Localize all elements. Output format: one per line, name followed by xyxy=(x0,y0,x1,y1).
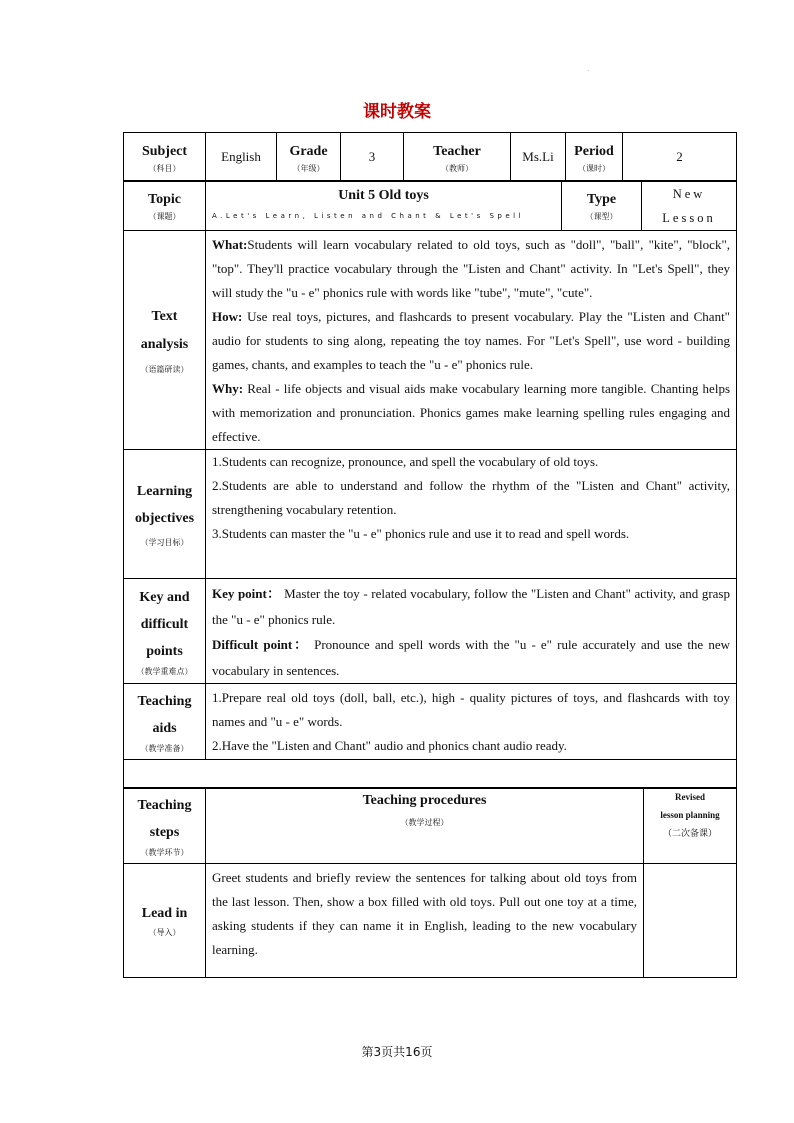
key-point-text: Master the toy - related vocabulary, follow the "Listen and Chant" activity, and grasp the "u - e" phonics rule. xyxy=(212,586,730,627)
text-analysis-label-1: Text xyxy=(151,309,178,324)
what-text: Students will learn vocabulary related to old toys, such as "doll", "ball", "kite", "block", "top". They'll practice vocabulary through the "Listen and Chant" activity. In "Let's Spell", they will study the "u - e" phonics rule with words like "tube", "mute", "cute". xyxy=(212,237,730,300)
key-points-label-3: points xyxy=(146,643,183,659)
why-text: Real - life objects and visual aids make vocabulary learning more tangible. Chanting helps with memorization and pronunciation. Phonics games make learning spelling rules engaging and effective. xyxy=(212,381,730,444)
revised-label-1: Revised xyxy=(675,792,705,802)
procedures-cn: （教学过程） xyxy=(400,818,449,827)
key-points-cn: （教学重难点） xyxy=(136,666,193,676)
objective-item: 1.Students can recognize, pronounce, and spell the vocabulary of old toys. xyxy=(212,454,599,469)
objectives-cn: （学习目标） xyxy=(140,538,189,547)
text-analysis-cn: （语篇研读） xyxy=(140,365,189,374)
topic-title: Unit 5 Old toys xyxy=(338,188,429,203)
text-analysis-label-cell xyxy=(124,231,206,450)
page-dot: . xyxy=(588,67,590,73)
type-label: Type xyxy=(586,192,617,207)
subject-cn-text: （科目） xyxy=(148,163,181,173)
teaching-aids-row xyxy=(124,684,737,760)
page-title: 课时教案 xyxy=(363,102,431,122)
subject-cell xyxy=(124,133,206,182)
difficult-point-label: Difficult point： xyxy=(212,637,309,652)
teaching-aids-content xyxy=(206,684,737,760)
objectives-label-2: objectives xyxy=(134,511,195,526)
lead-in-row xyxy=(124,864,737,978)
teacher-cell xyxy=(404,133,511,182)
header-table xyxy=(123,132,737,182)
spacer-row xyxy=(124,760,737,789)
key-points-row xyxy=(124,579,737,684)
period-value: 2 xyxy=(676,149,683,164)
difficult-point-paragraph xyxy=(212,632,730,683)
subject-value-cell: English xyxy=(206,133,277,182)
main-table xyxy=(123,180,737,789)
topic-label: Topic xyxy=(148,192,181,207)
key-point-paragraph xyxy=(212,581,730,632)
grade-value-cell: 3 xyxy=(341,133,404,182)
revised-label-2: lesson planning xyxy=(660,810,720,820)
lead-in-content: Greet students and briefly review the sentences for talking about old toys from the last lesson. Then, show a box filled with old toys. Pull out one toy at a time, asking students if they can name it in English, leading to the new vocabulary learning. xyxy=(206,864,644,978)
type-value-cell xyxy=(642,181,737,231)
period-label: Period xyxy=(574,143,614,159)
type-cn: （课型） xyxy=(585,212,618,221)
lead-in-revised-cell xyxy=(644,864,737,978)
steps-label-cell xyxy=(124,788,206,864)
text-analysis-label-2: analysis xyxy=(140,337,189,352)
lead-in-cn: （导入） xyxy=(148,928,181,937)
topic-content xyxy=(206,181,562,231)
lead-in-label: Lead in xyxy=(141,906,188,921)
key-points-label-cell xyxy=(124,579,206,684)
objectives-content xyxy=(206,450,737,579)
key-point-label: Key point： xyxy=(212,586,281,601)
key-points-content xyxy=(206,579,737,684)
how-label: How: xyxy=(212,309,243,324)
objectives-row xyxy=(124,450,737,579)
spacer-cell xyxy=(124,760,737,789)
objectives-label-cell xyxy=(124,450,206,579)
aid-item: 1.Prepare real old toys (doll, ball, etc.), high - quality pictures of toys, and flashcards with toy names and "u - e" words. xyxy=(212,690,730,729)
teacher-value-cell: Ms.Li xyxy=(511,133,566,182)
objective-item: 2.Students are able to understand and follow the rhythm of the "Listen and Chant" activity, strengthening vocabulary retention. xyxy=(212,478,730,517)
what-paragraph xyxy=(212,233,730,305)
teacher-label-text: Teacher xyxy=(433,143,481,159)
topic-label-cell xyxy=(124,181,206,231)
procedures-title: Teaching procedures xyxy=(362,793,487,808)
teaching-aids-label-1: Teaching xyxy=(137,693,192,709)
procedures-table xyxy=(123,787,737,978)
period-inner xyxy=(566,133,736,181)
key-points-label-2: difficult xyxy=(140,616,189,632)
why-paragraph xyxy=(212,377,730,449)
how-paragraph xyxy=(212,305,730,377)
teaching-aids-cn: （教学准备） xyxy=(140,743,189,753)
period-cn: （课时） xyxy=(578,163,610,173)
aid-item: 2.Have the "Listen and Chant" audio and phonics chant audio ready. xyxy=(212,738,567,753)
lead-in-label-cell xyxy=(124,864,206,978)
grade-cell xyxy=(277,133,341,182)
revised-cn-wrap xyxy=(644,824,736,843)
key-points-label-1: Key and xyxy=(139,589,190,605)
steps-label-1: Teaching xyxy=(137,797,192,813)
how-text: Use real toys, pictures, and flashcards to present vocabulary. Play the "Listen and Chant" audio for students to sing along, repeating the toy names. For "Let's Spell", use word - building games, chants, and examples to teach the "u - e" phonics rule. xyxy=(212,309,730,372)
teaching-aids-label-cell xyxy=(124,684,206,760)
objective-item: 3.Students can master the "u - e" phonics rule and use it to read and spell words. xyxy=(212,526,630,541)
subject-label-text: Subject xyxy=(141,143,188,159)
procedures-header-row xyxy=(124,788,737,864)
topic-subtitle: A.Let's Learn, Listen and Chant & Let's Spell xyxy=(212,212,525,220)
topic-cn: （课题） xyxy=(148,212,181,221)
objectives-label-1: Learning xyxy=(136,484,193,499)
type-line-2: Lesson xyxy=(662,210,716,225)
steps-cn: （教学环节） xyxy=(140,847,189,857)
type-label-cell xyxy=(562,181,642,231)
text-analysis-row xyxy=(124,231,737,450)
difficult-point-text: Pronounce and spell words with the "u - e" rule accurately and use the new vocabulary in sentences. xyxy=(212,637,730,678)
page-footer: 第3页共16页 xyxy=(361,1045,433,1059)
procedures-title-cell xyxy=(206,788,644,864)
revised-cell xyxy=(644,788,737,864)
grade-label-text: Grade xyxy=(289,143,328,159)
steps-label-2: steps xyxy=(149,824,180,840)
revised-cn: （二次备课） xyxy=(662,829,717,839)
topic-row xyxy=(124,181,737,231)
grade-cn-text: （年级） xyxy=(292,163,325,173)
teaching-aids-label-2: aids xyxy=(152,720,177,736)
period-cell-wrap xyxy=(566,133,737,182)
type-line-1: New xyxy=(672,186,706,201)
period-cell xyxy=(566,133,623,181)
why-label: Why: xyxy=(212,381,244,396)
teacher-cn-text: （教师） xyxy=(441,163,473,173)
text-analysis-content xyxy=(206,231,737,450)
what-label: What: xyxy=(212,237,248,252)
